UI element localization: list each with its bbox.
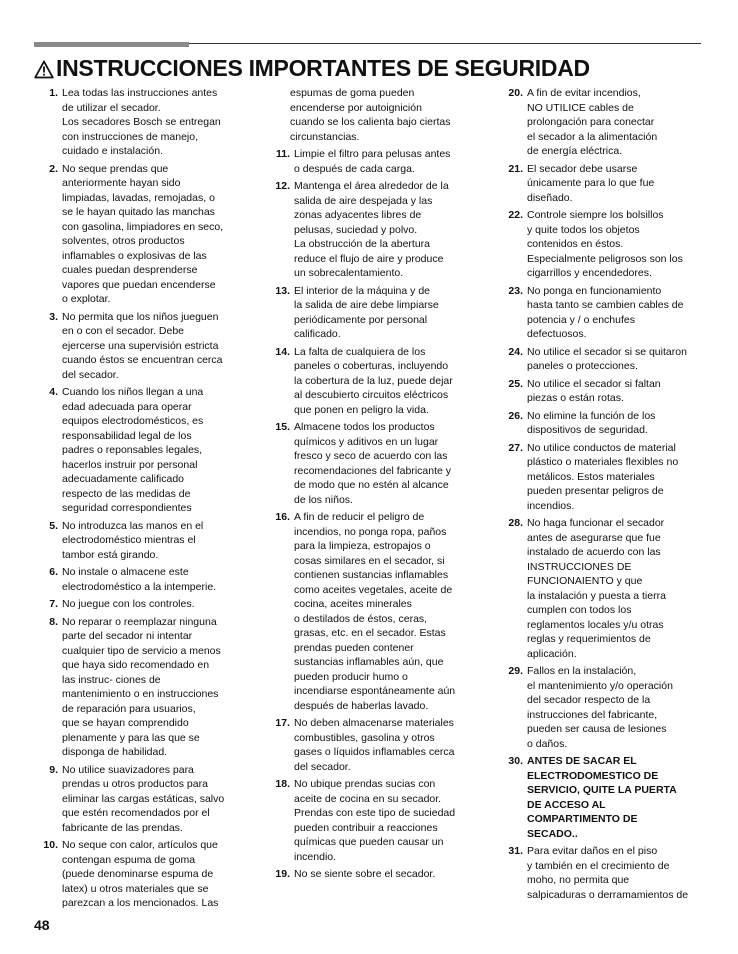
item-text: No ubique prendas sucias con aceite de cocina en su secador. Prendas con este tipo de suciedad pueden contribuir a reacciones químicas que pueden causar un incendio. bbox=[294, 778, 456, 863]
item-number: 22. bbox=[508, 209, 523, 221]
item-number: 3. bbox=[49, 310, 58, 323]
safety-instruction-item bbox=[499, 409, 709, 438]
item-text: No deben almacenarse materiales combustibles, gasolina y otros gases o líquidos inflamables cerca del secador. bbox=[294, 717, 455, 773]
item-text: ANTES DE SACAR EL ELECTRODOMESTICO DE SERVICIO, QUITE LA PUERTA DE ACCESO AL COMPARTIMENTO DE SECADO.. bbox=[527, 755, 677, 840]
item-number: 16. bbox=[275, 511, 290, 523]
safety-instruction-item bbox=[499, 754, 709, 841]
item-continuation-text: espumas de goma pueden encenderse por autoignición cuando se los calienta bajo ciertas circunstancias. bbox=[290, 87, 451, 143]
safety-instruction-item bbox=[34, 86, 246, 159]
item-text: El interior de la máquina y de la salida de aire debe limpiarse periódicamente por personal calificado. bbox=[294, 284, 439, 340]
item-text: Fallos en la instalación, el mantenimiento y/o operación del secador respecto de la instrucciones del fabricante, pueden ser causa de lesiones o daños. bbox=[527, 665, 673, 750]
item-number: 6. bbox=[49, 566, 58, 578]
item-text: No seque con calor, artículos que contengan espuma de goma (puede denominarse espuma de latex) u otros materiales que se parezcan a los mencionados. Las bbox=[62, 839, 219, 909]
safety-instruction-item bbox=[34, 162, 246, 307]
safety-instruction-item bbox=[499, 664, 709, 751]
item-number: 24. bbox=[508, 345, 523, 358]
page-number: 48 bbox=[34, 917, 50, 933]
item-number: 2. bbox=[49, 162, 58, 175]
column-3 bbox=[499, 86, 709, 905]
item-number: 28. bbox=[508, 517, 523, 529]
safety-instruction-item bbox=[266, 777, 478, 864]
item-text: Almacene todos los productos químicos y aditivos en un lugar fresco y seco de acuerdo con las recomendaciones del fabricante y de modo que no estén al alcance de los niños. bbox=[294, 421, 452, 506]
item-text: La falta de cualquiera de los paneles o coberturas, incluyendo la cobertura de la luz, puede dejar al descubierto circuitos eléctricos que ponen en peligro la vida. bbox=[294, 345, 453, 416]
item-text: Limpie el filtro para pelusas antes o después de cada carga. bbox=[294, 148, 451, 175]
item-number: 17. bbox=[275, 717, 290, 729]
warning-triangle-icon bbox=[34, 57, 54, 85]
item-number: 5. bbox=[49, 519, 58, 532]
safety-instruction-item bbox=[499, 377, 709, 406]
item-text: A fin de reducir el peligro de incendios, no ponga ropa, paños para la limpieza, estropajos o cosas similares en el secador, si contienen sustancias inflamables como aceites vegetales, aceite de cocina, aceites minerales o destilados de éstos, ceras, grasas, etc. en el secador. Estas prendas pueden contener sustancias inflamables aún, que pueden producir humo o incendiarse espontáneamente aún después de haberlas lavado. bbox=[294, 511, 456, 712]
item-text: No se siente sobre el secador. bbox=[294, 868, 436, 880]
item-number: 30. bbox=[508, 755, 523, 767]
item-number: 31. bbox=[508, 845, 523, 857]
safety-instruction-item bbox=[499, 284, 709, 342]
safety-instruction-item bbox=[499, 86, 709, 159]
item-text: No haga funcionar el secador antes de asegurarse que fue instalado de acuerdo con las INSTRUCCIONES DE FUNCIONAIENTO y que la instalación y puesta a tierra cumplen con todos los reglamentos locales y/u otras reglas y requerimientos de aplicación. bbox=[527, 517, 666, 660]
safety-instruction-item bbox=[499, 208, 709, 281]
item-number: 1. bbox=[49, 87, 58, 99]
header-accent-bar bbox=[34, 42, 189, 47]
safety-instruction-item bbox=[499, 345, 709, 374]
item-number: 19. bbox=[275, 868, 290, 880]
safety-instruction-item bbox=[34, 310, 246, 383]
safety-instruction-item bbox=[34, 519, 246, 563]
item-number: 14. bbox=[275, 345, 290, 358]
safety-instruction-item bbox=[266, 284, 478, 342]
item-number: 7. bbox=[49, 598, 58, 610]
page-title bbox=[34, 54, 724, 85]
item-number: 12. bbox=[275, 180, 290, 192]
safety-instruction-item bbox=[34, 615, 246, 760]
item-text: El secador debe usarse únicamente para lo que fue diseñado. bbox=[527, 162, 655, 204]
item-text: No juegue con los controles. bbox=[62, 598, 195, 610]
safety-instruction-item bbox=[499, 844, 709, 902]
item-text: No utilice el secador si se quitaron paneles o protecciones. bbox=[527, 345, 687, 372]
item-text: Controle siempre los bolsillos y quite todos los objetos contenidos en éstos. Especialmente peligrosos son los cigarrillos y encendedores. bbox=[527, 209, 683, 279]
item-text: Para evitar daños en el piso y también en el crecimiento de moho, no permita que salpicaduras o derramamientos de bbox=[527, 845, 689, 901]
item-number: 8. bbox=[49, 615, 58, 628]
item-number: 23. bbox=[508, 284, 523, 297]
item-text: No permita que los niños jueguen en o con el secador. Debe ejercerse una supervisión estricta cuando éstos se encuentran cerca del secador. bbox=[62, 310, 223, 381]
safety-instruction-item bbox=[34, 763, 246, 836]
item-number: 9. bbox=[49, 763, 58, 776]
safety-instruction-item bbox=[266, 867, 478, 882]
safety-instruction-item bbox=[34, 838, 246, 911]
item-text: No reparar o reemplazar ninguna parte del secador ni intentar cualquier tipo de servicio a menos que haya sido recomendado en las instruc- ciones de mantenimiento o en instrucciones de reparación para usuarios, que se hayan comprendido plenamente y para las que se disponga de habilidad. bbox=[62, 615, 221, 758]
safety-instruction-item bbox=[266, 345, 478, 418]
item-text: No instale o almacene este electrodoméstico a la intemperie. bbox=[62, 566, 217, 593]
safety-instruction-item bbox=[266, 716, 478, 774]
safety-instruction-item bbox=[499, 516, 709, 661]
item-text: A fin de evitar incendios, NO UTILICE cables de prolongación para conectar el secador a la alimentación de energía eléctrica. bbox=[527, 87, 658, 157]
item-number: 10. bbox=[43, 839, 58, 851]
item-text: Cuando los niños llegan a una edad adecuada para operar equipos electrodomésticos, es responsabilidad legal de los padres o reponsables legales, hacerlos instruir por personal adecuadamente calificado respecto de las medidas de seguridad correspondientes bbox=[62, 386, 204, 514]
safety-instruction-item bbox=[266, 510, 478, 713]
column-1 bbox=[34, 86, 246, 914]
item-number: 25. bbox=[508, 377, 523, 390]
item-number: 15. bbox=[275, 421, 290, 433]
item-text: No seque prendas que anteriormente hayan sido limpiadas, lavadas, remojadas, o se le hayan quitado las manchas con gasolina, limpiadores en seco, solventes, otros productos inflamables o explosivas de las cuales puedan desprenderse vapores que puedan encenderse o explotar. bbox=[62, 162, 224, 305]
column-2 bbox=[266, 86, 478, 885]
item-text: No elimine la función de los dispositivos de seguridad. bbox=[527, 409, 656, 436]
item-number: 11. bbox=[275, 148, 290, 160]
page-title-text: INSTRUCCIONES IMPORTANTES DE SEGURIDAD bbox=[56, 55, 590, 81]
item-number: 18. bbox=[275, 778, 290, 790]
item-number: 27. bbox=[508, 441, 523, 454]
safety-instruction-item bbox=[266, 420, 478, 507]
item-text: No utilice suavizadores para prendas u otros productos para eliminar las cargas estáticas, salvo que estén recomendados por el fabricante de las prendas. bbox=[62, 763, 225, 834]
item-text: No ponga en funcionamiento hasta tanto se cambien cables de potencia y / o enchufes defectuosos. bbox=[527, 284, 684, 340]
item-number: 13. bbox=[275, 284, 290, 297]
safety-instruction-item bbox=[499, 441, 709, 514]
safety-instruction-item bbox=[499, 162, 709, 206]
safety-instruction-item bbox=[266, 147, 478, 176]
item-number: 26. bbox=[508, 409, 523, 422]
item-number: 21. bbox=[508, 162, 523, 175]
item-text: Lea todas las instrucciones antes de utilizar el secador. Los secadores Bosch se entregan con instrucciones de manejo, cuidado e instalación. bbox=[62, 87, 221, 157]
item-text: No introduzca las manos en el electrodoméstico mientras el tambor está girando. bbox=[62, 519, 204, 561]
item-number: 29. bbox=[508, 665, 523, 677]
safety-instruction-item bbox=[34, 385, 246, 516]
item-text: No utilice conductos de material plástico o materiales flexibles no metálicos. Estos materiales pueden presentar peligros de incendios. bbox=[527, 441, 679, 512]
safety-instruction-item bbox=[266, 179, 478, 281]
item-number: 4. bbox=[49, 386, 58, 398]
safety-instruction-item bbox=[34, 597, 246, 612]
safety-instruction-item bbox=[34, 565, 246, 594]
item-text: No utilice el secador si faltan piezas o están rotas. bbox=[527, 377, 661, 404]
item-number: 20. bbox=[508, 87, 523, 99]
item-text: Mantenga el área alrededor de la salida de aire despejada y las zonas adyacentes libres de pelusas, suciedad y polvo. La obstrucción de la abertura reduce el flujo de aire y produce un sobrecalentamiento. bbox=[294, 180, 449, 279]
